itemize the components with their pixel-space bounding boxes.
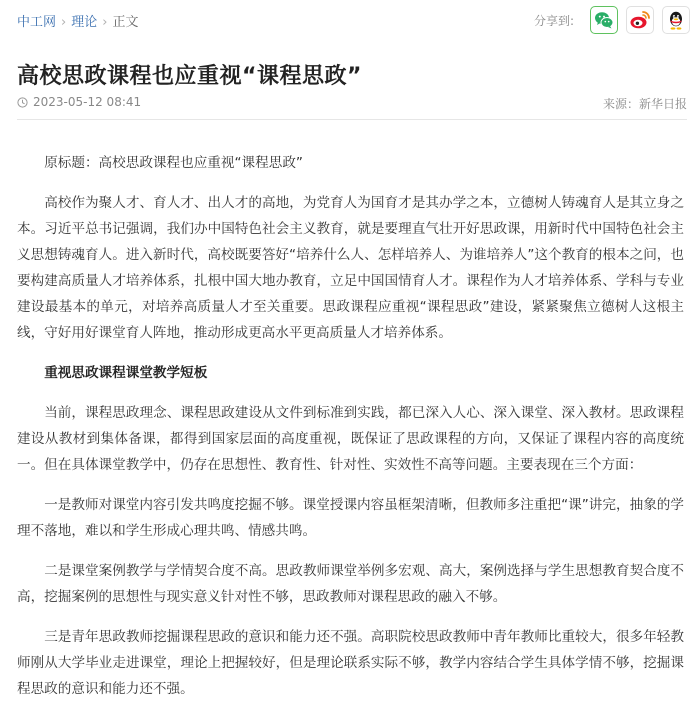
breadcrumb-section-link[interactable]: 理论 <box>71 15 98 30</box>
breadcrumb-current: 正文 <box>112 15 139 30</box>
wechat-icon <box>593 9 615 31</box>
share-bar <box>534 5 690 35</box>
article-paragraph: 一是教师对课堂内容引发共鸣度挖掘不够。课堂授课内容虽框架清晰，但教师多注重把“课”讲完，抽象的学理不落地，难以和学生形成心理共鸣、情感共鸣。 <box>17 497 684 539</box>
article-paragraph: 原标题：高校思政课程也应重视“课程思政” <box>44 155 303 171</box>
breadcrumb <box>17 11 138 30</box>
top-bar <box>0 0 699 40</box>
share-qq-button[interactable] <box>662 6 690 34</box>
clock-icon <box>17 97 28 108</box>
article-date <box>17 95 141 109</box>
breadcrumb-separator: › <box>61 15 67 30</box>
article-meta <box>17 95 687 111</box>
share-weibo-button[interactable] <box>626 6 654 34</box>
article-paragraph: 三是青年思政教师挖掘课程思政的意识和能力还不强。高职院校思政教师中青年教师比重较大，很多年轻教师刚从大学毕业走进课堂，理论上把握较好，但是理论联系实际不够，教学内容结合学生具体学情不够，挖掘课程思政的意识和能力还不强。 <box>17 629 684 697</box>
article-title: 高校思政课程也应重视“课程思政” <box>17 64 362 89</box>
article-paragraph: 二是课堂案例教学与学情契合度不高。思政教师课堂举例多宏观、高大，案例选择与学生思想教育契合度不高，挖掘案例的思想性与现实意义针对性不够，思政教师对课程思政的融入不够。 <box>17 563 684 605</box>
share-wechat-button[interactable] <box>590 6 618 34</box>
divider <box>17 119 687 120</box>
share-label: 分享到: <box>533 13 574 28</box>
qq-icon <box>665 9 687 31</box>
article-subheading: 重视思政课程课堂教学短板 <box>44 365 208 381</box>
weibo-icon <box>629 9 651 31</box>
article-paragraph: 当前，课程思政理念、课程思政建设从文件到标准到实践，都已深入人心、深入课堂、深入教材。思政课程建设从教材到集体备课，都得到国家层面的高度重视，既保证了思政课程的方向，又保证了课程内容的高度统一。但在具体课堂教学中，仍存在思想性、教育性、针对性、实效性不高等问题。主要表现在三个方面： <box>17 405 684 473</box>
breadcrumb-home-link[interactable]: 中工网 <box>17 15 57 30</box>
article-date-text: 2023-05-12 08:41 <box>33 95 142 109</box>
article-paragraph: 高校作为聚人才、育人才、出人才的高地，为党育人为国育才是其办学之本，立德树人铸魂育人是其立身之本。习近平总书记强调，我们办中国特色社会主义教育，就是要理直气壮开好思政课，用新时代中国特色社会主义思想铸魂育人。进入新时代，高校既要答好“培养什么人、怎样培养人、为谁培养人”这个教育的根本之问，也要构建高质量人才培养体系，扎根中国大地办教育，立足中国国情育人才。课程作为人才培养体系、学科与专业建设最基本的单元，对培养高质量人才至关重要。思政课程应重视“课程思政”建设，紧紧聚焦立德树人这根主线，守好用好课堂育人阵地，推动形成更高水平更高质量人才培养体系。 <box>17 195 684 341</box>
article-source: 来源：新华日报 <box>602 97 687 111</box>
article-body <box>17 150 684 716</box>
breadcrumb-separator: › <box>102 15 108 30</box>
